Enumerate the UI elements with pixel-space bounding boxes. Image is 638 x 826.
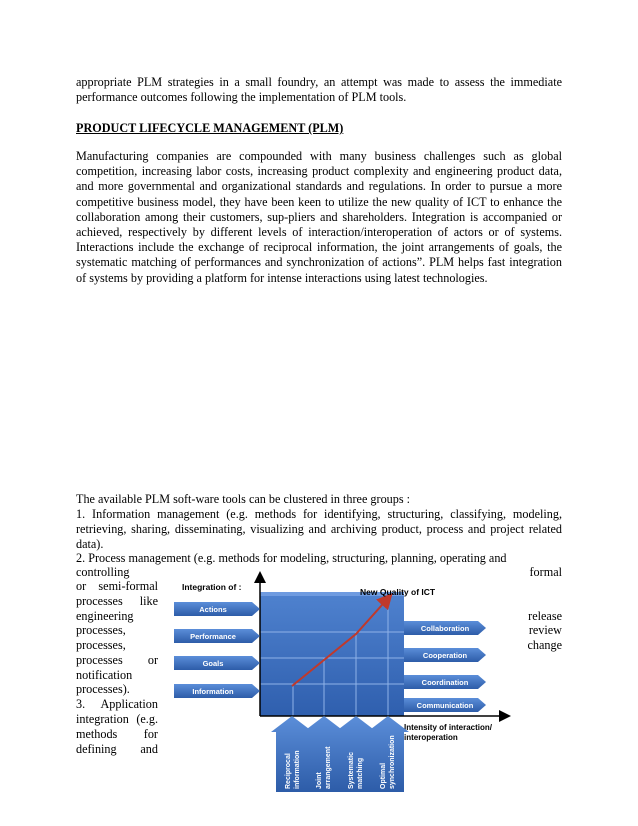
- wrap-word: Application: [100, 697, 158, 711]
- wrap-word: integration: [76, 712, 129, 726]
- intro-paragraph: appropriate PLM strategies in a small foundry, an attempt was made to assess the immediate performance outcomes following the implementation of PLM tools.: [76, 75, 562, 105]
- wrap-line: [76, 712, 158, 727]
- right-arrow-communication: [404, 698, 486, 712]
- svg-text:Coordination: Coordination: [421, 678, 469, 687]
- wrap-word: methods: [76, 727, 118, 741]
- svg-text:Optimal: Optimal: [380, 762, 387, 789]
- integration-diagram: [168, 570, 518, 792]
- svg-text:Joint: Joint: [316, 772, 323, 789]
- bottom-arrow-systematic-matching: [335, 716, 377, 792]
- svg-text:Systematic: Systematic: [348, 752, 355, 789]
- svg-text:matching: matching: [357, 757, 364, 789]
- svg-text:Cooperation: Cooperation: [422, 651, 468, 660]
- wrap-word: (e.g.: [136, 712, 158, 726]
- wrap-word: defining: [76, 742, 117, 756]
- right-arrow-cooperation: [404, 648, 486, 662]
- wrap-word: or: [76, 579, 87, 593]
- wrap-word: processes: [76, 594, 123, 608]
- wrap-word: 3.: [76, 697, 86, 711]
- wrap-word: or: [147, 653, 158, 667]
- wrap-word: for: [143, 727, 158, 741]
- wrap-line: processes,: [76, 623, 126, 637]
- x-axis-label-line2: interoperation: [404, 733, 458, 742]
- tools-intro: The available PLM soft-ware tools can be clustered in three groups :: [76, 492, 411, 506]
- wrap-line: processes,: [76, 638, 126, 652]
- right-arrow-collaboration: [404, 621, 486, 635]
- left-arrow-performance: [174, 629, 260, 643]
- left-arrow-actions: [174, 602, 260, 616]
- bottom-arrow-joint-arrangement: [303, 716, 345, 792]
- wrap-line: notification: [76, 668, 133, 682]
- integration-label: Integration of :: [182, 582, 242, 592]
- wrap-line: engineering: [76, 609, 134, 623]
- wrap-line: [76, 579, 158, 594]
- section-body: Manufacturing companies are compounded with many business challenges such as global competition, increasing labor costs, increasing product complexity and engineering product data, and more governmental and organizational standards and regulations. In order to pursue a more competitive business model, they have been keen to utilize the new quality of ICT to enhance the collaboration among their customers, sup-pliers and shareholders. Integration is accompanied or achieved, respectively by different levels of interaction/interoperation of actors or of systems. Interactions include the exchange of reciprocal information, the joint arrangements of goals, the systematic matching of performances and synchronization of actions”. PLM helps fast integration of systems by providing a platform for intense interactions using latest technologies.: [76, 149, 562, 285]
- svg-text:Communication: Communication: [416, 701, 474, 710]
- svg-text:arrangement: arrangement: [325, 746, 332, 789]
- wrap-word: and: [140, 742, 158, 756]
- wrap-word: processes: [76, 653, 123, 667]
- tool-item-2: 2. Process management (e.g. methods for modeling, structuring, planning, operating and: [76, 551, 507, 565]
- svg-text:Actions: Actions: [199, 605, 227, 614]
- left-arrow-goals: [174, 656, 260, 670]
- wrap-line: formal: [529, 565, 562, 579]
- wrap-line: change: [527, 638, 562, 652]
- svg-text:information: information: [294, 750, 301, 789]
- wrap-word: semi-formal: [98, 579, 158, 593]
- wrap-word: like: [139, 594, 158, 608]
- bottom-arrow-reciprocal-information: [271, 716, 313, 792]
- wrap-line: [76, 727, 158, 742]
- tool-item-1: 1. Information management (e.g. methods for identifying, structuring, classifying, modeling, retrieving, sharing, disseminating, visualizing and archiving product, process and project related data).: [76, 507, 562, 552]
- svg-text:Collaboration: Collaboration: [420, 624, 470, 633]
- section-heading: PRODUCT LIFECYCLE MANAGEMENT (PLM): [76, 121, 344, 135]
- new-quality-label: New Quality of ICT: [360, 587, 436, 597]
- wrap-line: [76, 653, 158, 668]
- wrap-line: [76, 697, 158, 712]
- x-axis-label-line1: Intensity of interaction/: [404, 723, 493, 732]
- wrap-line: processes).: [76, 682, 130, 696]
- wrap-line: release: [528, 609, 562, 623]
- wrap-line: controlling: [76, 565, 130, 579]
- bottom-arrow-optimal-synchronization: [367, 716, 409, 792]
- wrap-line: [76, 742, 158, 757]
- wrap-line: review: [528, 623, 562, 637]
- svg-text:Information: Information: [192, 687, 234, 696]
- svg-text:Performance: Performance: [190, 632, 236, 641]
- left-arrow-information: [174, 684, 260, 698]
- svg-text:synchronization: synchronization: [389, 735, 396, 789]
- right-arrow-coordination: [404, 675, 486, 689]
- svg-text:Reciprocal: Reciprocal: [285, 753, 292, 789]
- wrap-line: [76, 594, 158, 609]
- svg-text:Goals: Goals: [202, 659, 224, 668]
